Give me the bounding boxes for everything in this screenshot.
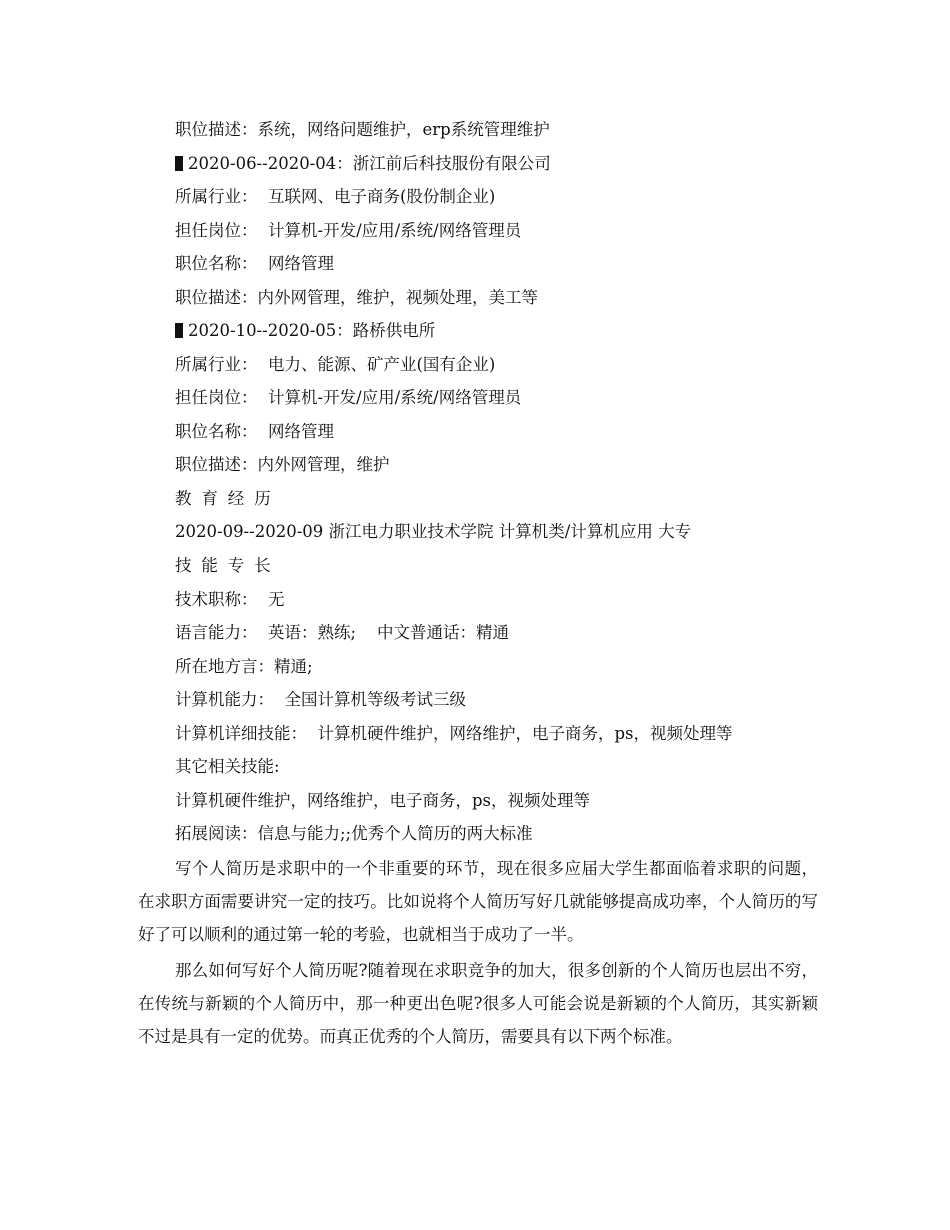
job-entry-2-post: 担任岗位： 计算机-开发/应用/系统/网络管理员 bbox=[175, 221, 522, 240]
extended-reading: 拓展阅读：信息与能力;;优秀个人简历的两大标准 bbox=[175, 824, 533, 843]
language-ability: 语言能力： 英语：熟练; 中文普通话：精通 bbox=[175, 623, 510, 642]
other-skills-label: 其它相关技能: bbox=[175, 757, 280, 776]
job-entry-3-industry: 所属行业： 电力、能源、矿产业(国有企业) bbox=[175, 355, 496, 374]
other-skills: 计算机硬件维护，网络维护，电子商务，ps，视频处理等 bbox=[175, 791, 591, 810]
technical-title: 技术职称： 无 bbox=[175, 590, 285, 609]
job-entry-2-header-text: 2020-06--2020-04：浙江前后科技服份有限公司 bbox=[188, 154, 551, 173]
job-entry-3-title: 职位名称： 网络管理 bbox=[175, 422, 334, 441]
bullet-marker-icon bbox=[175, 156, 183, 171]
computer-ability: 计算机能力： 全国计算机等级考试三级 bbox=[175, 690, 466, 709]
skills-heading: 技能专长 bbox=[175, 556, 281, 575]
job-entry-3-post: 担任岗位： 计算机-开发/应用/系统/网络管理员 bbox=[175, 388, 522, 407]
job-entry-2-industry: 所属行业： 互联网、电子商务(股份制企业) bbox=[175, 187, 496, 206]
body-paragraph-1: 写个人简历是求职中的一个非重要的环节，现在很多应届大学生都面临着求职的问题，在求职方面需要讲究一定的技巧。比如说将个人简历写好几就能够提高成功率，个人简历的写好了可以顺利的通过第一轮的考验，也就相当于成功了一半。 bbox=[138, 859, 818, 944]
job-entry-2-header bbox=[175, 154, 551, 174]
job-entry-3-header bbox=[175, 321, 435, 341]
job-entry-2-title: 职位名称： 网络管理 bbox=[175, 254, 334, 273]
job-entry-2-description: 职位描述：内外网管理，维护，视频处理，美工等 bbox=[175, 288, 538, 307]
education-heading: 教育经历 bbox=[175, 489, 281, 508]
job-description-1: 职位描述：系统，网络问题维护，erp系统管理维护 bbox=[175, 120, 550, 139]
education-entry: 2020-09--2020-09 浙江电力职业技术学院 计算机类/计算机应用 大专 bbox=[175, 522, 692, 541]
job-entry-3-header-text: 2020-10--2020-05：路桥供电所 bbox=[188, 321, 436, 340]
job-entry-3-description: 职位描述：内外网管理，维护 bbox=[175, 455, 390, 474]
local-dialect: 所在地方言：精通; bbox=[175, 657, 313, 676]
body-paragraph-2: 那么如何写好个人简历呢?随着现在求职竞争的加大，很多创新的个人简历也层出不穷，在传统与新颖的个人简历中，那一种更出色呢?很多人可能会说是新颖的个人简历，其实新颖不过是具有一定的优势。而真正优秀的个人简历，需要具有以下两个标准。 bbox=[138, 961, 818, 1046]
bullet-marker-icon bbox=[175, 323, 183, 338]
computer-detailed-skills: 计算机详细技能： 计算机硬件维护，网络维护，电子商务，ps，视频处理等 bbox=[175, 724, 733, 743]
